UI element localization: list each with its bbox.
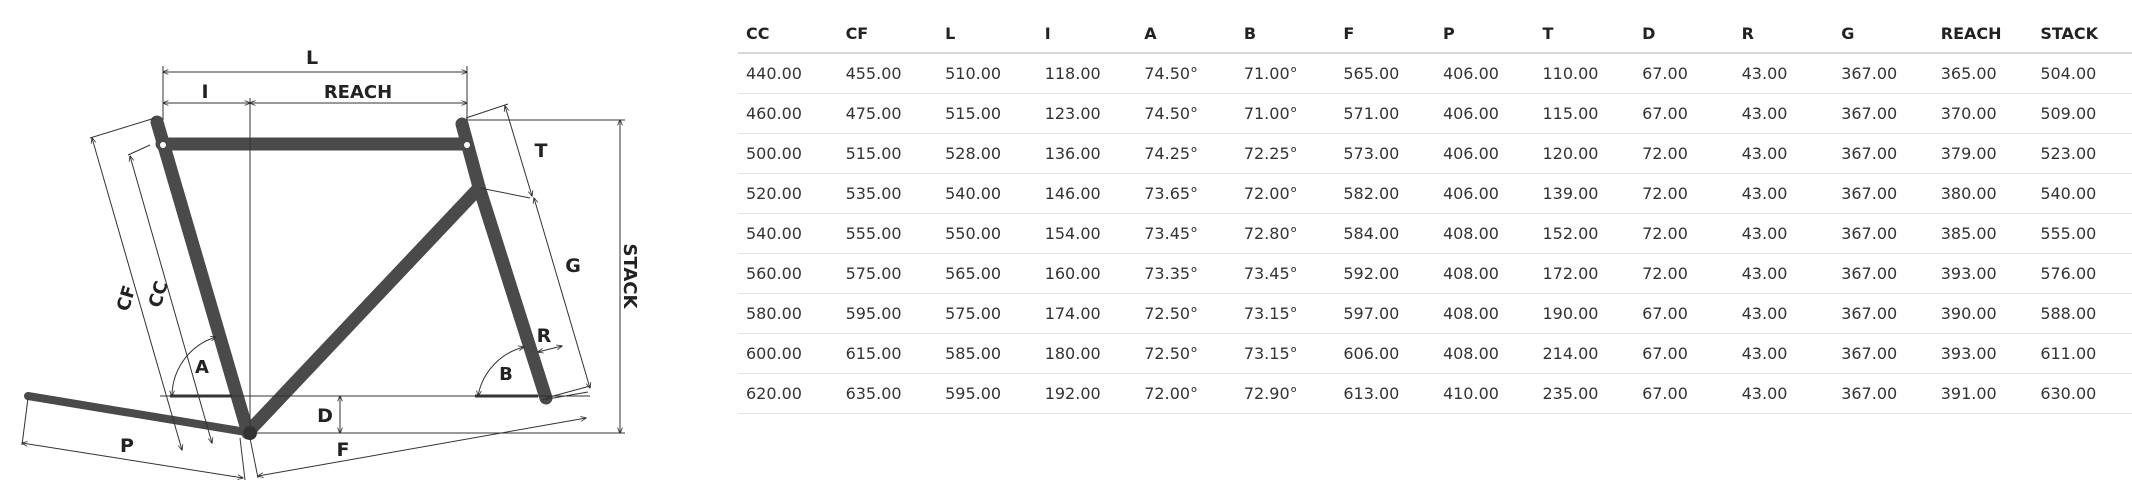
table-cell: 73.45° xyxy=(1136,214,1236,254)
table-cell: 172.00 xyxy=(1535,254,1635,294)
table-cell: 43.00 xyxy=(1734,174,1834,214)
table-row xyxy=(738,374,2132,414)
table-cell: 515.00 xyxy=(838,134,938,174)
label-t: T xyxy=(534,140,548,162)
table-cell: 520.00 xyxy=(738,174,838,214)
table-cell: 380.00 xyxy=(1933,174,2033,214)
dim-g xyxy=(534,198,590,388)
table-row xyxy=(738,134,2132,174)
table-cell: 110.00 xyxy=(1535,53,1635,94)
table-cell: 390.00 xyxy=(1933,294,2033,334)
table-cell: 367.00 xyxy=(1833,294,1933,334)
table-cell: 72.00 xyxy=(1634,134,1734,174)
table-cell: 408.00 xyxy=(1435,334,1535,374)
table-cell: 367.00 xyxy=(1833,374,1933,414)
table-cell: 620.00 xyxy=(738,374,838,414)
column-header-stack: STACK xyxy=(2032,14,2132,53)
table-cell: 455.00 xyxy=(838,53,938,94)
column-header-g: G xyxy=(1833,14,1933,53)
table-cell: 408.00 xyxy=(1435,254,1535,294)
frame-geometry-diagram xyxy=(0,0,720,496)
label-stack: STACK xyxy=(619,243,640,309)
table-cell: 600.00 xyxy=(738,334,838,374)
column-header-d: D xyxy=(1634,14,1734,53)
table-cell: 72.50° xyxy=(1136,334,1236,374)
table-cell: 72.80° xyxy=(1236,214,1336,254)
table-body xyxy=(738,53,2132,414)
table-cell: 510.00 xyxy=(937,53,1037,94)
table-cell: 71.00° xyxy=(1236,94,1336,134)
table-cell: 540.00 xyxy=(937,174,1037,214)
table-row xyxy=(738,214,2132,254)
table-cell: 367.00 xyxy=(1833,254,1933,294)
table-cell: 560.00 xyxy=(738,254,838,294)
table-cell: 509.00 xyxy=(2032,94,2132,134)
frame-tubes xyxy=(157,122,546,433)
table-cell: 406.00 xyxy=(1435,53,1535,94)
label-cf: CF xyxy=(112,283,141,314)
table-cell: 72.00 xyxy=(1634,254,1734,294)
table-row xyxy=(738,294,2132,334)
table-cell: 573.00 xyxy=(1335,134,1435,174)
table-cell: 406.00 xyxy=(1435,134,1535,174)
table-cell: 120.00 xyxy=(1535,134,1635,174)
column-header-t: T xyxy=(1535,14,1635,53)
table-cell: 367.00 xyxy=(1833,214,1933,254)
table-cell: 139.00 xyxy=(1535,174,1635,214)
label-f: F xyxy=(336,439,350,461)
table-cell: 606.00 xyxy=(1335,334,1435,374)
column-header-b: B xyxy=(1236,14,1336,53)
table-cell: 613.00 xyxy=(1335,374,1435,414)
table-cell: 43.00 xyxy=(1734,214,1834,254)
label-g: G xyxy=(565,255,581,277)
column-header-cc: CC xyxy=(738,14,838,53)
table-cell: 146.00 xyxy=(1037,174,1137,214)
table-cell: 540.00 xyxy=(2032,174,2132,214)
table-cell: 370.00 xyxy=(1933,94,2033,134)
column-header-i: I xyxy=(1037,14,1137,53)
table-cell: 410.00 xyxy=(1435,374,1535,414)
down-tube xyxy=(250,189,478,430)
seat-tube xyxy=(157,122,248,433)
table-cell: 235.00 xyxy=(1535,374,1635,414)
table-cell: 43.00 xyxy=(1734,334,1834,374)
table-cell: 391.00 xyxy=(1933,374,2033,414)
table-cell: 550.00 xyxy=(937,214,1037,254)
table-cell: 67.00 xyxy=(1634,334,1734,374)
table-cell: 630.00 xyxy=(2032,374,2132,414)
head-tube xyxy=(462,124,479,187)
table-cell: 540.00 xyxy=(738,214,838,254)
table-row xyxy=(738,53,2132,94)
table-cell: 585.00 xyxy=(937,334,1037,374)
table-cell: 72.00 xyxy=(1634,214,1734,254)
table-cell: 67.00 xyxy=(1634,374,1734,414)
table-cell: 73.15° xyxy=(1236,294,1336,334)
angle-a-arc xyxy=(172,337,216,396)
table-cell: 73.15° xyxy=(1236,334,1336,374)
table-cell: 180.00 xyxy=(1037,334,1137,374)
table-cell: 565.00 xyxy=(1335,53,1435,94)
table-cell: 523.00 xyxy=(2032,134,2132,174)
table-cell: 379.00 xyxy=(1933,134,2033,174)
table-cell: 571.00 xyxy=(1335,94,1435,134)
table-cell: 73.65° xyxy=(1136,174,1236,214)
table-cell: 515.00 xyxy=(937,94,1037,134)
table-cell: 460.00 xyxy=(738,94,838,134)
table-cell: 43.00 xyxy=(1734,53,1834,94)
table-cell: 584.00 xyxy=(1335,214,1435,254)
table-cell: 367.00 xyxy=(1833,334,1933,374)
table-cell: 365.00 xyxy=(1933,53,2033,94)
table-row xyxy=(738,174,2132,214)
header-row xyxy=(738,14,2132,53)
label-i: I xyxy=(201,81,209,103)
table-cell: 192.00 xyxy=(1037,374,1137,414)
table-cell: 67.00 xyxy=(1634,94,1734,134)
table-cell: 115.00 xyxy=(1535,94,1635,134)
column-header-r: R xyxy=(1734,14,1834,53)
table-cell: 615.00 xyxy=(838,334,938,374)
table-cell: 67.00 xyxy=(1634,294,1734,334)
table-cell: 385.00 xyxy=(1933,214,2033,254)
column-header-p: P xyxy=(1435,14,1535,53)
table-cell: 582.00 xyxy=(1335,174,1435,214)
table-cell: 74.25° xyxy=(1136,134,1236,174)
table-cell: 406.00 xyxy=(1435,174,1535,214)
table-cell: 597.00 xyxy=(1335,294,1435,334)
table-cell: 611.00 xyxy=(2032,334,2132,374)
geometry-table xyxy=(738,14,2132,414)
label-b: B xyxy=(499,364,513,385)
label-p: P xyxy=(120,435,134,457)
label-l: L xyxy=(305,47,319,69)
table-cell: 214.00 xyxy=(1535,334,1635,374)
table-cell: 565.00 xyxy=(937,254,1037,294)
table-cell: 500.00 xyxy=(738,134,838,174)
table-cell: 555.00 xyxy=(2032,214,2132,254)
table-cell: 504.00 xyxy=(2032,53,2132,94)
table-cell: 575.00 xyxy=(838,254,938,294)
table-cell: 440.00 xyxy=(738,53,838,94)
table-cell: 406.00 xyxy=(1435,94,1535,134)
table-cell: 595.00 xyxy=(937,374,1037,414)
column-header-a: A xyxy=(1136,14,1236,53)
table-cell: 367.00 xyxy=(1833,53,1933,94)
table-cell: 72.25° xyxy=(1236,134,1336,174)
table-cell: 152.00 xyxy=(1535,214,1635,254)
table-cell: 74.50° xyxy=(1136,53,1236,94)
table-cell: 592.00 xyxy=(1335,254,1435,294)
table-cell: 575.00 xyxy=(937,294,1037,334)
table-cell: 118.00 xyxy=(1037,53,1137,94)
table-cell: 123.00 xyxy=(1037,94,1137,134)
column-header-l: L xyxy=(937,14,1037,53)
label-d: D xyxy=(317,405,333,427)
table-cell: 43.00 xyxy=(1734,134,1834,174)
table-cell: 43.00 xyxy=(1734,254,1834,294)
table-cell: 576.00 xyxy=(2032,254,2132,294)
table-cell: 535.00 xyxy=(838,174,938,214)
table-cell: 67.00 xyxy=(1634,53,1734,94)
table-cell: 408.00 xyxy=(1435,214,1535,254)
table-cell: 72.00 xyxy=(1634,174,1734,214)
column-header-f: F xyxy=(1335,14,1435,53)
table-cell: 393.00 xyxy=(1933,254,2033,294)
table-cell: 43.00 xyxy=(1734,94,1834,134)
dim-f xyxy=(258,418,586,476)
table-cell: 595.00 xyxy=(838,294,938,334)
table-cell: 408.00 xyxy=(1435,294,1535,334)
table-cell: 367.00 xyxy=(1833,174,1933,214)
table-cell: 136.00 xyxy=(1037,134,1137,174)
table-cell: 154.00 xyxy=(1037,214,1137,254)
table-cell: 160.00 xyxy=(1037,254,1137,294)
table-head xyxy=(738,14,2132,53)
table-cell: 72.50° xyxy=(1136,294,1236,334)
table-cell: 475.00 xyxy=(838,94,938,134)
table-cell: 367.00 xyxy=(1833,134,1933,174)
table-cell: 72.00° xyxy=(1236,174,1336,214)
table-cell: 174.00 xyxy=(1037,294,1137,334)
seat-joint xyxy=(160,142,166,148)
label-a: A xyxy=(195,357,209,378)
table-cell: 72.00° xyxy=(1136,374,1236,414)
table-cell: 635.00 xyxy=(838,374,938,414)
table-cell: 71.00° xyxy=(1236,53,1336,94)
label-r: R xyxy=(536,325,552,347)
dim-cc xyxy=(130,156,212,443)
table-cell: 72.90° xyxy=(1236,374,1336,414)
chain-stay xyxy=(28,396,246,432)
table-cell: 73.45° xyxy=(1236,254,1336,294)
table-cell: 588.00 xyxy=(2032,294,2132,334)
head-joint xyxy=(464,142,470,148)
column-header-cf: CF xyxy=(838,14,938,53)
table-cell: 74.50° xyxy=(1136,94,1236,134)
table-cell: 555.00 xyxy=(838,214,938,254)
table-cell: 43.00 xyxy=(1734,374,1834,414)
label-reach: REACH xyxy=(323,82,393,103)
table-row xyxy=(738,254,2132,294)
column-header-reach: REACH xyxy=(1933,14,2033,53)
table-cell: 367.00 xyxy=(1833,94,1933,134)
table-cell: 528.00 xyxy=(937,134,1037,174)
table-cell: 190.00 xyxy=(1535,294,1635,334)
label-cc: CC xyxy=(144,278,173,311)
table-cell: 393.00 xyxy=(1933,334,2033,374)
table-cell: 73.35° xyxy=(1136,254,1236,294)
table-row xyxy=(738,334,2132,374)
table-cell: 43.00 xyxy=(1734,294,1834,334)
table-row xyxy=(738,94,2132,134)
table-cell: 580.00 xyxy=(738,294,838,334)
